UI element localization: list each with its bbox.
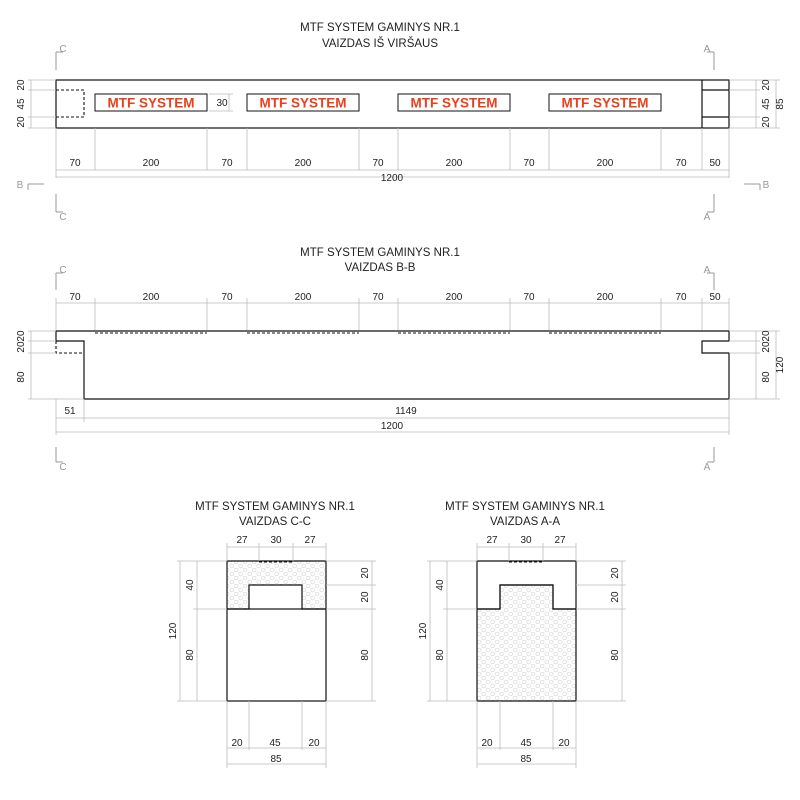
side-left-dim-1: 20 (16, 341, 27, 353)
cc-top-dim-2: 27 (304, 535, 316, 546)
aa-top-dim-2: 27 (554, 535, 566, 546)
aa-bottom-dim-1: 45 (520, 738, 532, 749)
cc-overall-height: 120 (168, 622, 179, 640)
side-seg-1: 200 (142, 292, 160, 303)
section-cc-title-line2: VAIZDAS C-C (239, 516, 311, 528)
side-overall-height: 120 (775, 356, 786, 374)
aa-total-width: 85 (520, 754, 532, 765)
section-aa-hatch (477, 585, 576, 701)
marker-a-top: A (703, 44, 711, 55)
marker-b-right: B (762, 180, 770, 191)
cc-total-width: 85 (270, 754, 282, 765)
cc-right-dim-0: 20 (360, 567, 371, 579)
section-cc-title-line1: MTF SYSTEM GAMINYS NR.1 (195, 501, 355, 513)
top-seg-4: 70 (372, 158, 384, 169)
top-total-length: 1200 (380, 173, 404, 184)
marker-a-side: A (703, 265, 711, 276)
logo-2 (247, 94, 359, 111)
logo-3 (398, 94, 510, 111)
logo-1 (95, 94, 207, 111)
marker-c-side: C (59, 265, 67, 276)
top-view-left-dims (16, 79, 56, 128)
marker-a-side-bottom: A (703, 462, 711, 473)
side-seg-2: 70 (221, 292, 233, 303)
side-notch-length: 51 (64, 406, 76, 417)
top-seg-3: 200 (294, 158, 312, 169)
aa-top-dim-1: 30 (520, 535, 532, 546)
side-seg-3: 200 (294, 292, 312, 303)
side-base-length: 1149 (395, 406, 417, 417)
top-view-section-markers (17, 44, 770, 223)
top-view-segment-dims (56, 128, 729, 184)
logo-1-text: MTF SYSTEM (107, 95, 195, 111)
side-view-hidden-tenon (56, 341, 84, 353)
section-cc-bottom-dims (227, 701, 326, 768)
marker-a-top-bottom: A (703, 212, 711, 223)
aa-left-dim-1: 80 (435, 649, 446, 661)
top-view-title-line2: VAIZDAS IŠ VIRŠAUS (321, 38, 439, 50)
side-seg-8: 70 (675, 292, 687, 303)
section-aa-left-dims (418, 561, 477, 701)
top-seg-5: 200 (445, 158, 463, 169)
aa-overall-height: 120 (418, 622, 429, 640)
cc-left-dim-0: 40 (185, 579, 196, 591)
cc-top-dim-0: 27 (236, 535, 248, 546)
side-view-bottom-dims (56, 399, 729, 435)
aa-right-dim-0: 20 (610, 567, 621, 579)
aa-left-dim-0: 40 (435, 579, 446, 591)
logo-3-text: MTF SYSTEM (410, 95, 498, 111)
side-view-right-dims (729, 330, 786, 399)
top-view-left-groove (56, 90, 84, 117)
logo-4-text: MTF SYSTEM (561, 95, 649, 111)
cc-bottom-dim-2: 20 (308, 738, 320, 749)
cc-bottom-dim-0: 20 (231, 738, 243, 749)
top-seg-2: 70 (221, 158, 233, 169)
aa-top-dim-0: 27 (486, 535, 498, 546)
section-aa (418, 501, 626, 768)
side-view (16, 247, 786, 473)
section-cc-lower-outline (227, 609, 326, 701)
cc-left-dim-1: 80 (185, 649, 196, 661)
logo-4 (549, 94, 661, 111)
marker-c-top-bottom: C (59, 212, 67, 223)
side-seg-6: 70 (523, 292, 535, 303)
marker-c-side-bottom: C (59, 462, 67, 473)
side-left-dim-2: 80 (16, 371, 27, 383)
section-cc-left-dims (168, 561, 227, 701)
side-view-left-dims (16, 330, 84, 399)
side-right-dim-0: 20 (761, 330, 772, 342)
aa-right-dim-2: 80 (610, 649, 621, 661)
top-right-dim-0: 20 (761, 79, 772, 91)
marker-b-left: B (16, 180, 24, 191)
side-seg-5: 200 (445, 292, 463, 303)
top-overall-height: 85 (775, 98, 786, 110)
side-view-title-line1: MTF SYSTEM GAMINYS NR.1 (300, 247, 460, 259)
side-view-title-line2: VAIZDAS B-B (344, 262, 416, 274)
logo-height-dim: 30 (216, 98, 228, 109)
section-cc-right-dims (326, 561, 376, 701)
side-seg-9: 50 (709, 292, 721, 303)
cc-right-dim-2: 80 (360, 649, 371, 661)
aa-right-dim-1: 20 (610, 591, 621, 603)
top-view-title-line1: MTF SYSTEM GAMINYS NR.1 (300, 22, 460, 34)
side-seg-0: 70 (69, 292, 81, 303)
side-view-segment-dims (56, 292, 729, 330)
top-seg-6: 70 (523, 158, 535, 169)
side-total-length: 1200 (380, 421, 404, 432)
top-right-dim-1: 45 (761, 98, 772, 110)
cc-bottom-dim-1: 45 (269, 738, 281, 749)
aa-bottom-dim-0: 20 (481, 738, 493, 749)
cc-right-dim-1: 20 (360, 591, 371, 603)
section-aa-top-dims (477, 535, 576, 561)
side-right-dim-2: 80 (761, 371, 772, 383)
side-seg-7: 200 (596, 292, 614, 303)
section-aa-right-dims (576, 561, 626, 701)
top-left-dim-0: 20 (16, 79, 27, 91)
section-aa-title-line2: VAIZDAS A-A (489, 516, 561, 528)
top-seg-9: 50 (709, 158, 721, 169)
cc-top-dim-1: 30 (270, 535, 282, 546)
top-seg-7: 200 (596, 158, 614, 169)
top-right-dim-2: 20 (761, 116, 772, 128)
top-seg-8: 70 (675, 158, 687, 169)
section-cc-top-dims (227, 535, 326, 561)
top-seg-0: 70 (69, 158, 81, 169)
side-left-dim-0: 20 (16, 330, 27, 342)
section-aa-bottom-dims (477, 701, 576, 768)
side-right-dim-1: 20 (761, 341, 772, 353)
section-aa-title-line1: MTF SYSTEM GAMINYS NR.1 (445, 501, 605, 513)
top-view (16, 22, 786, 223)
top-view-right-dims (729, 79, 786, 128)
top-left-dim-2: 20 (16, 116, 27, 128)
side-view-outline (56, 331, 729, 399)
aa-bottom-dim-2: 20 (558, 738, 570, 749)
marker-c-top: C (59, 44, 67, 55)
top-view-right-groove (702, 80, 729, 128)
logo-2-text: MTF SYSTEM (259, 95, 347, 111)
top-left-dim-1: 45 (16, 98, 27, 110)
top-seg-1: 200 (142, 158, 160, 169)
section-cc (168, 501, 376, 768)
side-seg-4: 70 (372, 292, 384, 303)
